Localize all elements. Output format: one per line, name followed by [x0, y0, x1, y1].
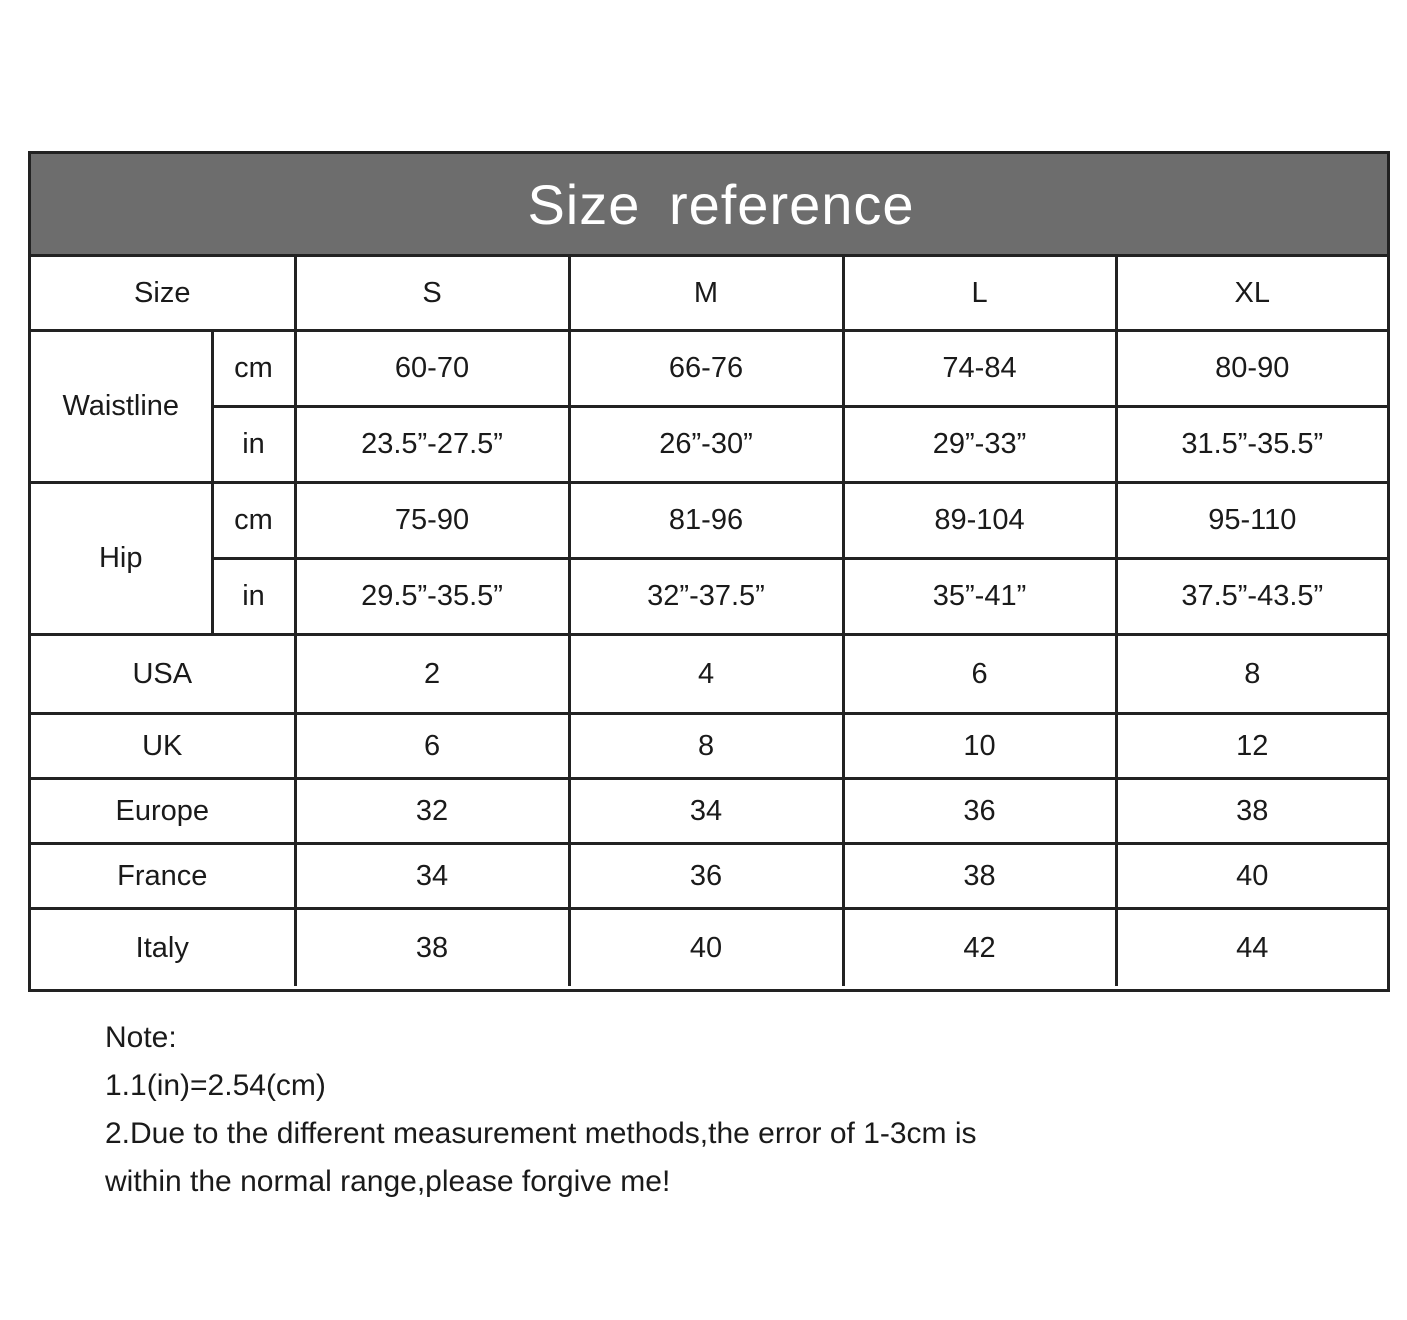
table-cell: 36 — [843, 779, 1116, 844]
table-cell: 38 — [1116, 779, 1387, 844]
italy-row — [31, 909, 1387, 987]
region-label: Italy — [31, 909, 295, 987]
note-section — [105, 1014, 1305, 1206]
table-cell: 66-76 — [569, 331, 843, 407]
table-cell: 23.5”-27.5” — [295, 407, 569, 483]
size-header-l: L — [843, 257, 1116, 331]
waistline-label: Waistline — [31, 331, 212, 483]
size-header-m: M — [569, 257, 843, 331]
table-cell: 40 — [1116, 844, 1387, 909]
size-header-xl: XL — [1116, 257, 1387, 331]
table-cell: 4 — [569, 635, 843, 714]
table-cell: 80-90 — [1116, 331, 1387, 407]
note-heading: Note: — [105, 1021, 177, 1054]
hip-label: Hip — [31, 483, 212, 635]
region-label: Europe — [31, 779, 295, 844]
table-cell: 8 — [569, 714, 843, 779]
size-header-s: S — [295, 257, 569, 331]
table-cell: 6 — [295, 714, 569, 779]
table-cell: 8 — [1116, 635, 1387, 714]
hip-cm-row — [31, 483, 1387, 559]
table-cell: 38 — [843, 844, 1116, 909]
region-label: France — [31, 844, 295, 909]
table-cell: 32 — [295, 779, 569, 844]
table-cell: 26”-30” — [569, 407, 843, 483]
table-cell: 32”-37.5” — [569, 559, 843, 635]
table-cell: 60-70 — [295, 331, 569, 407]
table-cell: 34 — [569, 779, 843, 844]
waist-cm-row — [31, 331, 1387, 407]
waist-in-row — [31, 407, 1387, 483]
uk-row — [31, 714, 1387, 779]
table-cell: 89-104 — [843, 483, 1116, 559]
table-cell: 40 — [569, 909, 843, 987]
table-cell: 42 — [843, 909, 1116, 987]
note-line: within the normal range,please forgive me! — [105, 1165, 671, 1198]
table-cell: 31.5”-35.5” — [1116, 407, 1387, 483]
table-cell: 35”-41” — [843, 559, 1116, 635]
size-header-label: Size — [31, 257, 295, 331]
region-label: UK — [31, 714, 295, 779]
table-cell: 29”-33” — [843, 407, 1116, 483]
title-bar — [31, 154, 1387, 257]
usa-row — [31, 635, 1387, 714]
table-cell: 37.5”-43.5” — [1116, 559, 1387, 635]
table-cell: 44 — [1116, 909, 1387, 987]
unit-label: cm — [212, 331, 295, 407]
table-cell: 36 — [569, 844, 843, 909]
table-cell: 6 — [843, 635, 1116, 714]
table-cell: 81-96 — [569, 483, 843, 559]
table-cell: 2 — [295, 635, 569, 714]
table-cell: 12 — [1116, 714, 1387, 779]
note-line: 2.Due to the different measurement methods,the error of 1-3cm is — [105, 1117, 977, 1150]
header-row — [31, 257, 1387, 331]
table-cell: 38 — [295, 909, 569, 987]
unit-label: cm — [212, 483, 295, 559]
region-label: USA — [31, 635, 295, 714]
france-row — [31, 844, 1387, 909]
hip-in-row — [31, 559, 1387, 635]
unit-label: in — [212, 559, 295, 635]
size-table — [31, 257, 1387, 986]
note-line: 1.1(in)=2.54(cm) — [105, 1069, 326, 1102]
table-cell: 29.5”-35.5” — [295, 559, 569, 635]
table-cell: 95-110 — [1116, 483, 1387, 559]
table-cell: 10 — [843, 714, 1116, 779]
chart-title: Size reference — [527, 172, 915, 236]
table-cell: 34 — [295, 844, 569, 909]
size-chart — [28, 151, 1390, 992]
europe-row — [31, 779, 1387, 844]
table-cell: 74-84 — [843, 331, 1116, 407]
unit-label: in — [212, 407, 295, 483]
table-cell: 75-90 — [295, 483, 569, 559]
